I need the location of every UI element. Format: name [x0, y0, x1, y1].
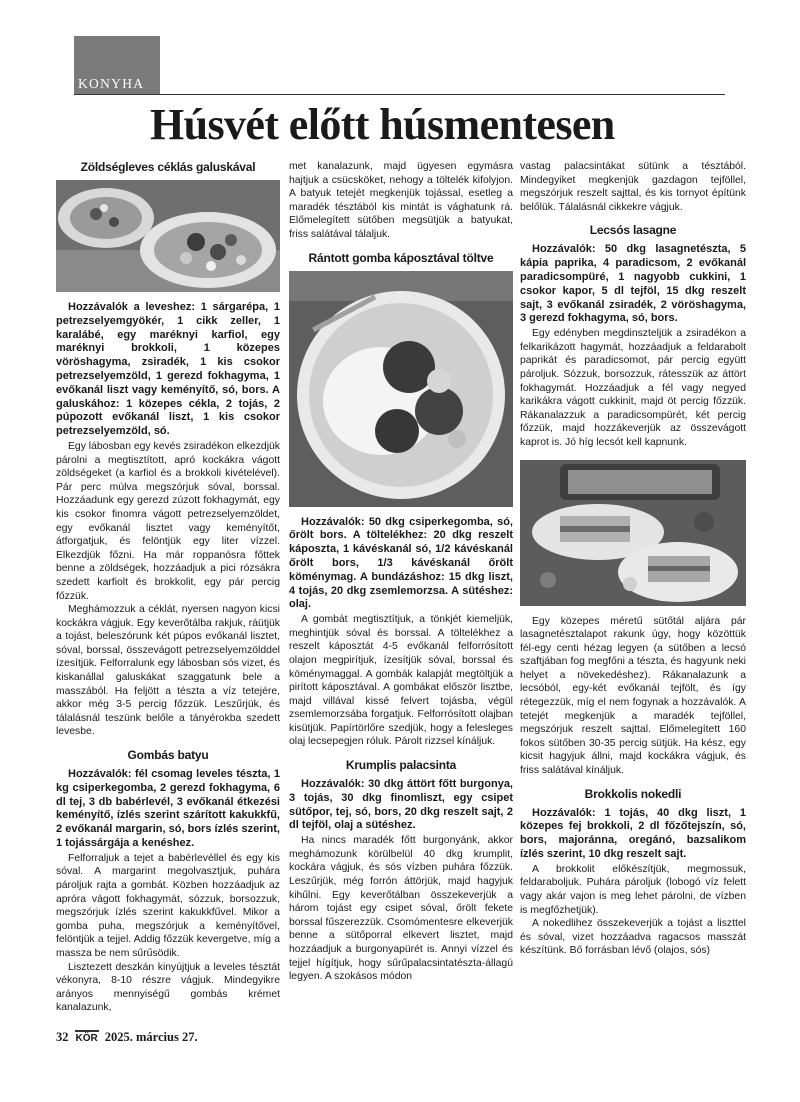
issue-date: 2025. március 27. — [104, 1030, 198, 1044]
recipe-title-broccoli-dumplings: Brokkolis nokedli — [584, 786, 682, 801]
paragraph: Lisztezett deszkán kinyújtjuk a leveles tésztát vékonyra, 8-10 részre vágjuk. Mindegyikre arányos mennyiségű gombás krémet kanalazunk, — [56, 961, 280, 1014]
recipe-title-mushroom-bundle: Gombás batyu — [127, 748, 209, 763]
ingredients-broccoli-dumplings: Hozzávalók: 1 tojás, 40 dkg liszt, 1 közepes fej brokkoli, 2 dl főzőtejszín, só, bors, majoránna, oregánó, bazsalikom ízlés szerint, 10 dkg reszelt sajt. — [520, 806, 746, 861]
page-number: 32 — [56, 1030, 69, 1044]
paragraph: vastag palacsintákat sütünk a tésztából. Mindegyiket megkenjük gazdagon tejföllel, megszórjuk reszelt sajttal, és kis tornyot építünk belőlük. Tálalásnál cikkekre vágjuk. — [520, 161, 746, 213]
lasagne-photo — [520, 460, 746, 606]
paragraph: Meghámozzuk a céklát, nyersen nagyon kicsi kockákra vágjuk. Egy keverőtálba rakjuk, ráütjük a tojást, beleszórunk két púpos evőkanál lisztet, sóval, borssal, összevágott petrezselyemzölddel ízesítjük. Felforralunk egy lábosban sós vizet, és kiskanállal galuskákat szaggatunk bele a masszából. Ha feljött a tészta a víz tetejére, akkor még 3-5 percig főzzük. Leszűrjük, és tálalásnál teszünk belőle a tányérokba szedett levesbe. — [56, 604, 280, 738]
paragraph: Felforraljuk a tejet a babérlevéllel és egy kis sóval. A margarint megolvasztjuk, puhára pároljuk rajta a gombát. Közben hozzáadjuk az apróra vágott fokhagymát, sózzuk, borsozzuk, megszórjuk ízlés szerint kakukkfűvel. Mikor a gomba puha, megszórjuk a keményítővel, felöntjük a tejjel. Addig főzzük kevergetve, míg a massza be nem sűrűsödik. — [56, 852, 280, 959]
recipe-title-breaded-mushroom: Rántott gomba káposztával töltve — [308, 250, 494, 265]
breaded-mushroom-photo — [289, 271, 513, 507]
column-3 — [520, 160, 746, 958]
paragraph: Egy edényben megdinszteljük a zsiradékon a felkarikázott hagymát, hozzáadjuk a feldarabolt paprikát és paradicsomot, pár percig együtt pároljuk. Sózzuk, borsozzuk, rátesszük az áttört fokhagymát. Hozzáadjuk a fél vagy negyed karikákra vágott cukkinit, majd öt percig főzzük. Rákanalazzuk a paradicsompürét, két percig főzzük, majd hozzákeverjük az összevágott kaprot is. Jó híg lecsót kell kapnunk. — [520, 328, 746, 448]
paragraph: A nokedlihez összekeverjük a tojást a liszttel és sóval, vizet hozzáadva ragacsos masszát készítünk. Bő forrásban lévő (olajos, sós) — [520, 918, 746, 957]
ingredients-breaded-mushroom: Hozzávalók: 50 dkg csiperkegomba, só, őrölt bors. A töltelékhez: 20 dkg reszelt káposzta, 1 kávéskanál só, 1/2 kávéskanál őrölt bors, 1/3 kávéskanál őrölt köménymag. A bundázáshoz: 15 dkg liszt, 4 tojás, 20 dkg zsemlemorzsa. A sütéshez: olaj. — [289, 515, 513, 611]
page-footer — [56, 1030, 198, 1046]
paragraph: A gombát megtisztítjuk, a tönkjét kiemeljük, meghintjük sóval és borssal. A töltelékhez a reszelt káposztát 4-5 evőkanál felforrósított olajon megpirítjuk, ízesítjük sóval, borssal és köménymaggal. A gombák kalapját megtöltjük a pirított káposztával. A gombákat először lisztbe, majd villával kissé felvert tojásba, végül zsemlemorzsába forgatjuk. Felforrósított olajban kisütjük. Papírtörlőre szedjük, hogy a felesleges olaj lecsepegjen róluk. Párolt rizzsel kínáljuk. — [289, 614, 513, 748]
column-1 — [56, 160, 280, 1015]
paragraph: A brokkolit előkészítjük, megmossuk, feldaraboljuk. Puhára pároljuk (lobogó víz felett vagy akár vajon is meg lehet párolni, de vízben is megfőzhetjük). — [520, 863, 746, 916]
paragraph: Egy lábosban egy kevés zsiradékon elkezdjük párolni a megtisztított, apró kockákra vágott zöldségeket (a karfiol és a brokkoli kivételével). Pár perc múlva megszórjuk sóval, borssal. Hozzáadunk egy gerezd zúzott fokhagymát, egy kis csokor finomra vágott petrezselyemzöldet, egy evőkanál lisztet vagy keményítőt, átforgatjuk, és felöntjük egy liter vízzel. Elkezdjük főzni. Ha már roppanósra főttek benne a zöldségek, hozzáadjuk a pici rózsákra szedett karfiolt és brokkolit, egy pár percig főzzük. — [56, 440, 280, 602]
ingredients-mushroom-bundle: Hozzávalók: fél csomag leveles tészta, 1 kg csiperkegomba, 2 gerezd fokhagyma, 6 dl tej, 3 db babérlevél, 3 evőkanál étkezési keményítő, ízlés szerint szárított kakukkfű, 2 evőkanál margarin, só, bors ízlés szerint, 1 tojássárgája a kenéshez. — [56, 768, 280, 850]
section-label: KONYHA — [78, 76, 145, 91]
paragraph: Egy közepes méretű sütőtál aljára pár lasagnetésztalapot rakunk úgy, hogy közöttük fél-egy centi hézag legyen (a sütőben a lecsó szaftjában fog megfőni a tészta, és hagyunk neki helyet a növekedéshez). Rákanalazunk a lecsóból, egy-két evőkanál tejfölt, és így rétegezzük, míg el nem fogynak a hozzávalók. A tetejét megkenjük a maradék tejföllel, megszórjuk reszelt sajttal. Előmelegített 160 fokos sütőben 30-35 percig sütjük. Ha kész, egy kicsit hagyjuk állni, majd kockákra vágjuk, és friss salátával kínáljuk. — [520, 615, 746, 777]
recipe-title-potato-pancake: Krumplis palacsinta — [345, 758, 457, 773]
ingredients-potato-pancake: Hozzávalók: 30 dkg áttört főtt burgonya, 3 tojás, 30 dkg finomliszt, egy csipet sütőpor, tej, só, bors, 20 dkg reszelt sajt, 2 dl tejföl, olaj a sütéshez. — [289, 778, 513, 832]
ingredients-lasagne: Hozzávalók: 50 dkg lasagnetészta, 5 kápia paprika, 4 paradicsom, 2 evőkanál paradicsompüré, 1 nagyobb cukkini, 1 csokor kapor, 5 dl tejföl, 15 dkg reszelt sajt, 3 evőkanál zsiradék, 2 vöröshagyma, 3 gerezd fokhagyma, só, bors. — [520, 243, 746, 325]
paragraph: Ha nincs maradék főtt burgonyánk, akkor meghámozunk körülbelül 40 dkg krumplit, kockára vágjuk, és sós vízben puhára főzzük. Leszűrjük, még forrón áttörjük, majd hagyjuk kihűlni. Egy keverőtálban összekeverjük a három tojást egy csipet sóval, őrölt fekete borssal fűszerezzük. Csomómentesre elkeverjük benne a sütőporral elkevert lisztet, majd hozzáadjuk a burgonyapürét is. Annyi vízzel és tejjel hígítjuk, hogy sűrűpalacsintatészta-állagú legyen. A szokásos módon — [289, 835, 513, 983]
recipe-title-vegetable-soup: Zöldségleves céklás galuskával — [80, 160, 256, 174]
column-2 — [289, 160, 513, 984]
header-rule — [74, 94, 725, 95]
ingredients-vegetable-soup: Hozzávalók a leveshez: 1 sárgarépa, 1 petrezselyemgyökér, 1 cikk zeller, 1 karalábé, egy maréknyi karfiol, egy maréknyi brokkoli, 1 közepes vöröshagyma, zsiradék, 1 kis csokor petrezselyemzöld, 1 gerezd fokhagyma, 1 evőkanál liszt vagy keményítő, só, bors. A galuskához: 1 közepes cékla, 2 tojás, 2 púpozott evőkanál liszt, 1 kis csokor petrezselyemzöld, só. — [56, 301, 280, 438]
soup-photo — [56, 180, 280, 292]
magazine-logo: KÖR — [75, 1030, 99, 1046]
headline: Húsvét előtt húsmentesen — [150, 100, 615, 149]
recipe-title-lasagne: Lecsós lasagne — [589, 223, 677, 238]
section-tab — [74, 36, 160, 94]
paragraph: met kanalazunk, majd ügyesen egymásra hajtjuk a csücsköket, nehogy a töltelék kifolyjon. A batyuk tetejét megkenjük tojással, esetleg a maradék tésztából kis mintát is vághatunk rá. Előmelegített sütőben megsütjük a batyukat, friss salátával tálaljuk. — [289, 161, 513, 240]
